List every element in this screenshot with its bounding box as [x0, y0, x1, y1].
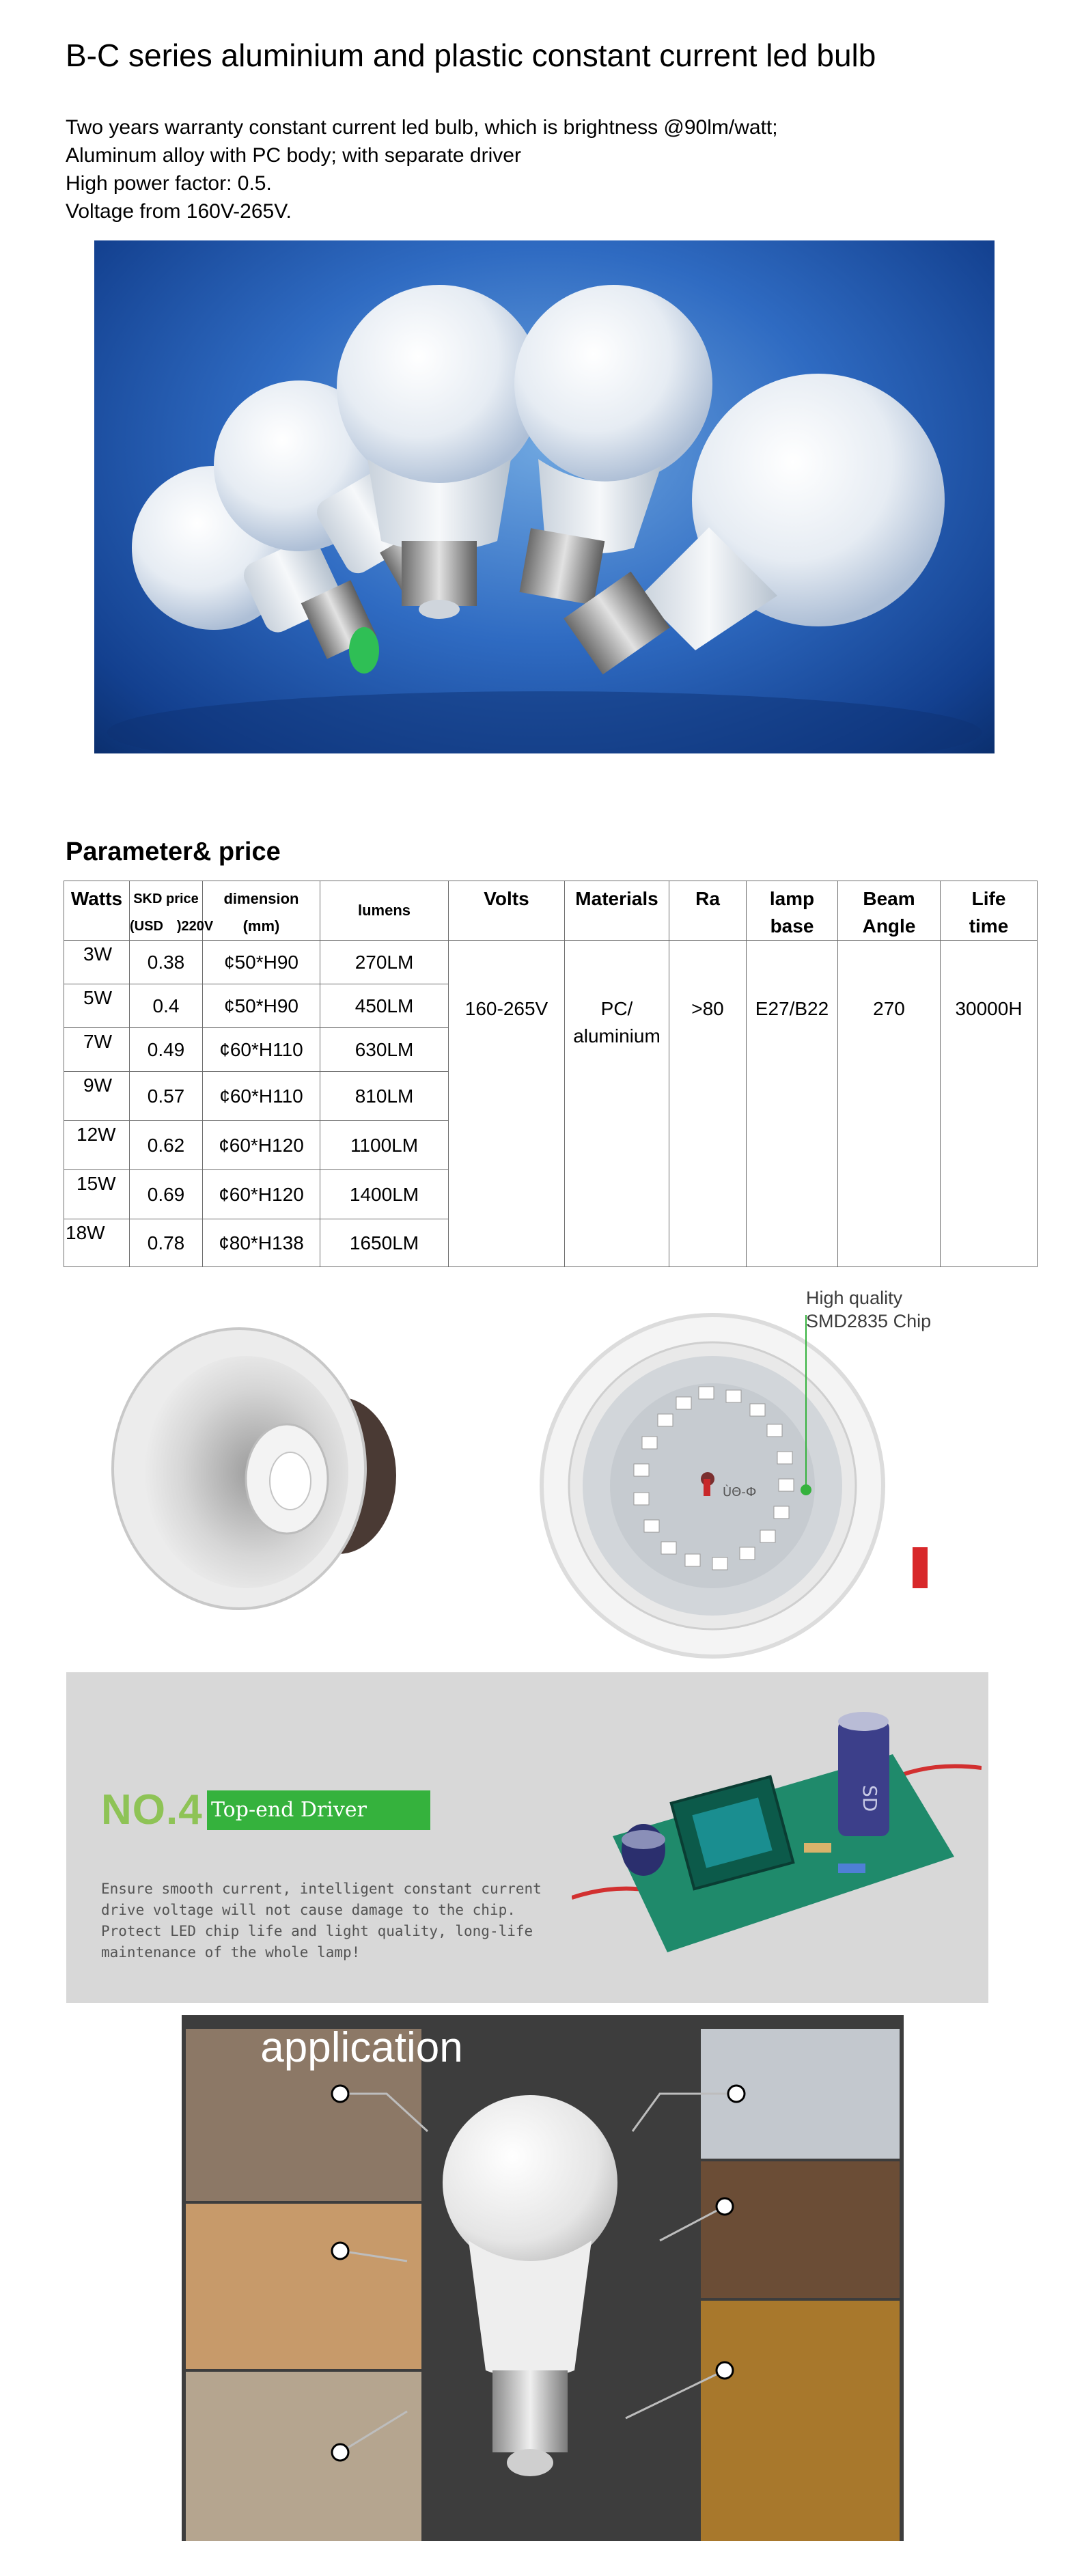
cell-price: 0.69 — [130, 1170, 203, 1219]
parameter-heading: Parameter& price — [66, 837, 281, 866]
application-bulb — [443, 2095, 617, 2476]
cell-lumens: 1100LM — [320, 1121, 449, 1170]
driver-tag: Top-end Driver — [207, 1790, 430, 1830]
cell-ra: >80 — [669, 941, 747, 1267]
description-line: Voltage from 160V-265V. — [66, 200, 292, 223]
bulbs-photo — [94, 240, 995, 753]
parameter-table — [64, 881, 1038, 1267]
page-title: B-C series aluminium and plastic constant current led bulb — [66, 38, 876, 73]
header-skd-price — [130, 881, 214, 941]
application-panel — [182, 2015, 904, 2541]
description-line: Two years warranty constant current led bulb, which is brightness @90lm/watt; — [66, 116, 778, 139]
cell-beam-angle: 270 — [838, 941, 941, 1267]
cell-dimension: ¢80*H138 — [203, 1219, 320, 1267]
header-volts: Volts — [449, 881, 565, 941]
cell-watts: 7W — [64, 1028, 130, 1072]
capacitor-label: SD — [859, 1785, 881, 1812]
table-row — [64, 941, 1038, 984]
reflector-photo — [102, 1318, 417, 1619]
description-line: Aluminum alloy with PC body; with separate driver — [66, 144, 521, 167]
description-line: High power factor: 0.5. — [66, 172, 272, 195]
header-dimension-line: (mm) — [242, 917, 280, 934]
cell-watts: 5W — [64, 984, 130, 1028]
header-dimension — [203, 881, 320, 941]
cell-lumens: 450LM — [320, 984, 449, 1028]
header-beam-line: Angle — [862, 915, 916, 937]
header-lamp-base — [747, 881, 838, 941]
header-ra: Ra — [669, 881, 747, 941]
scene-chandelier — [701, 2301, 900, 2541]
scene-desk-lamp — [186, 2372, 421, 2541]
driver-text-line: maintenance of the whole lamp! — [101, 1944, 361, 1961]
driver-board-image — [572, 1693, 982, 1966]
header-watts: Watts — [64, 881, 130, 941]
cell-price: 0.38 — [130, 941, 203, 984]
header-life-line: time — [969, 915, 1009, 937]
cell-lumens: 810LM — [320, 1072, 449, 1121]
cell-life-time: 30000H — [941, 941, 1038, 1267]
scene-ceiling-lamp — [186, 2204, 421, 2369]
chip-callout — [806, 1286, 931, 1333]
cell-price: 0.62 — [130, 1121, 203, 1170]
header-lamp-line: base — [770, 915, 814, 937]
cell-lumens: 1400LM — [320, 1170, 449, 1219]
table-header-row — [64, 881, 1038, 941]
cell-watts: 15W — [64, 1170, 130, 1219]
cell-lamp-base: E27/B22 — [747, 941, 838, 1267]
header-dimension-line: dimension — [223, 890, 299, 907]
header-materials: Materials — [565, 881, 669, 941]
application-title: application — [260, 2024, 463, 2071]
cell-watts: 9W — [64, 1072, 130, 1121]
driver-description — [101, 1879, 542, 1963]
cell-dimension: ¢60*H110 — [203, 1072, 320, 1121]
cell-watts: 3W — [64, 941, 130, 984]
callout-line: High quality — [806, 1288, 903, 1308]
cell-materials — [565, 941, 669, 1267]
product-description — [66, 113, 778, 225]
header-skd-line: SKD price — [133, 891, 199, 906]
cell-dimension: ¢60*H120 — [203, 1121, 320, 1170]
cell-lumens: 270LM — [320, 941, 449, 984]
cell-volts: 160-265V — [449, 941, 565, 1267]
materials-line: aluminium — [573, 1025, 661, 1047]
callout-line: SMD2835 Chip — [806, 1311, 932, 1331]
scene-mirror-lamp — [701, 2161, 900, 2298]
header-life-line: Life — [971, 888, 1006, 909]
driver-text-line: drive voltage will not cause damage to the chip. — [101, 1902, 516, 1918]
cell-dimension: ¢60*H120 — [203, 1170, 320, 1219]
header-skd-line: (USD )220V — [130, 919, 214, 934]
header-beam-line: Beam — [863, 888, 915, 909]
cell-price: 0.78 — [130, 1219, 203, 1267]
header-lamp-line: lamp — [769, 888, 815, 909]
driver-text-line: Ensure smooth current, intelligent constant current — [101, 1881, 542, 1897]
led-pcb-photo — [531, 1288, 928, 1670]
materials-line: PC/ — [600, 998, 633, 1019]
cell-lumens: 1650LM — [320, 1219, 449, 1267]
header-life-time — [941, 881, 1038, 941]
cell-dimension: ¢60*H110 — [203, 1028, 320, 1072]
cell-dimension: ¢50*H90 — [203, 984, 320, 1028]
cell-price: 0.57 — [130, 1072, 203, 1121]
cell-dimension: ¢50*H90 — [203, 941, 320, 984]
cell-price: 0.4 — [130, 984, 203, 1028]
header-lumens: lumens — [320, 881, 449, 941]
driver-text-line: Protect LED chip life and light quality, long-life — [101, 1923, 533, 1939]
cell-price: 0.49 — [130, 1028, 203, 1072]
cell-watts: 12W — [64, 1121, 130, 1170]
pcb-marking: ÙΘ-Ф — [723, 1485, 757, 1499]
cell-lumens: 630LM — [320, 1028, 449, 1072]
cell-watts: 18W — [64, 1219, 130, 1267]
driver-number: NO.4 — [101, 1786, 203, 1833]
header-beam-angle — [838, 881, 941, 941]
